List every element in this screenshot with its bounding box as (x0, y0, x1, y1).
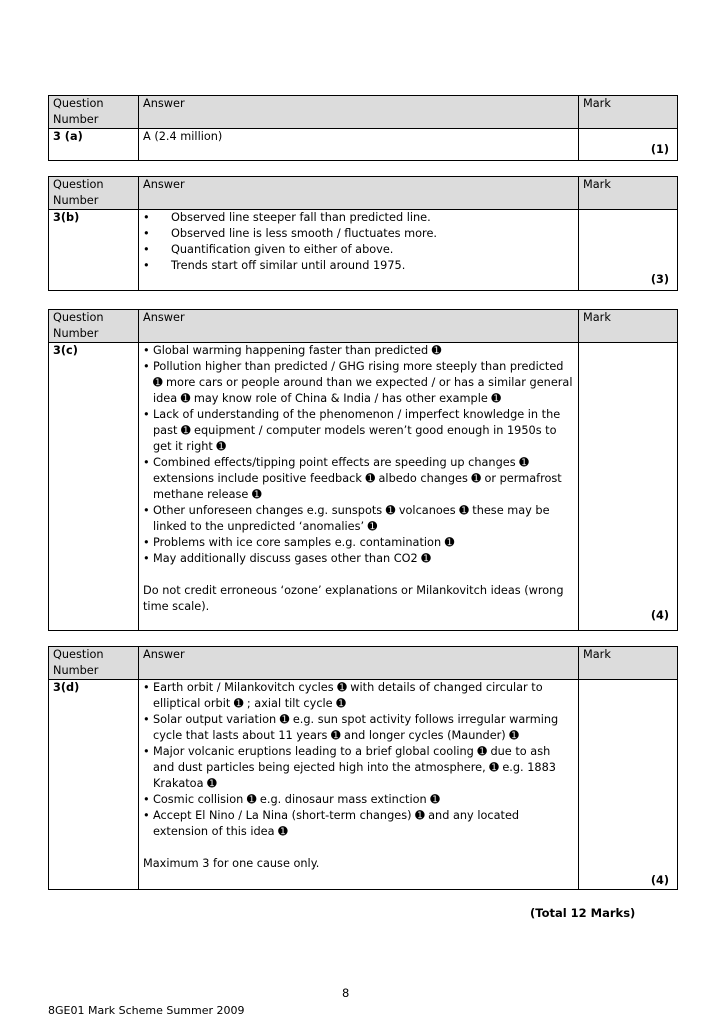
list-item: • Cosmic collision ➊ e.g. dinosaur mass extinction ➊ (143, 793, 440, 806)
question-table-3a (48, 95, 678, 161)
list-item: • May additionally discuss gases other than CO2 ➊ (143, 552, 431, 565)
list-item: • Trends start off similar until around 1975. (143, 259, 406, 272)
answer-cell (139, 680, 579, 890)
marking-note: Do not credit erroneous ‘ozone’ explanations or Milankovitch ideas (wrong time scale). (143, 584, 564, 613)
mark-cell (579, 343, 678, 631)
answer-bullet-list (143, 210, 574, 274)
header-mark: Mark (579, 310, 678, 343)
question-number: 3(d) (49, 680, 139, 890)
answer-text: A (2.4 million) (139, 129, 579, 161)
header-answer: Answer (139, 310, 579, 343)
list-item: • Observed line steeper fall than predicted line. (143, 211, 431, 224)
header-question-number: Question Number (49, 647, 139, 680)
answer-cell (139, 343, 579, 631)
header-mark: Mark (579, 177, 678, 210)
list-item: • Lack of understanding of the phenomenon / imperfect knowledge in the past ➊ equipment / computer models weren’t good enough in 1950s to get it right ➊ (143, 408, 561, 453)
question-table-3d (48, 646, 678, 890)
list-item: • Global warming happening faster than predicted ➊ (143, 344, 442, 357)
list-item: • Quantification given to either of above. (143, 243, 394, 256)
header-question-number: Question Number (49, 96, 139, 129)
list-item: • Problems with ice core samples e.g. contamination ➊ (143, 536, 455, 549)
marking-note: Maximum 3 for one cause only. (143, 857, 320, 870)
question-number: 3(c) (49, 343, 139, 631)
header-answer: Answer (139, 177, 579, 210)
page-number: 8 (342, 986, 350, 1000)
answer-bullet-list (143, 680, 574, 840)
list-item: • Observed line is less smooth / fluctuates more. (143, 227, 437, 240)
list-item: • Pollution higher than predicted / GHG rising more steeply than predicted ➊ more cars or people around than we expected / or has a similar general idea ➊ may know role of China & India / has other example ➊ (143, 360, 573, 405)
header-mark: Mark (579, 647, 678, 680)
header-question-number: Question Number (49, 177, 139, 210)
list-item: • Solar output variation ➊ e.g. sun spot activity follows irregular warming cycle that lasts about 11 years ➊ and longer cycles (Maunder) ➊ (143, 713, 559, 742)
question-number: 3 (a) (49, 129, 139, 161)
header-question-number: Question Number (49, 310, 139, 343)
mark-value: (4) (650, 609, 669, 622)
list-item: • Combined effects/tipping point effects are speeding up changes ➊ extensions include positive feedback ➊ albedo changes ➊ or permafrost methane release ➊ (143, 456, 562, 501)
table-row (49, 210, 678, 291)
mark-value: (3) (650, 273, 669, 286)
table-row (49, 129, 678, 161)
total-marks: (Total 12 Marks) (530, 906, 636, 920)
table-header-row (49, 647, 678, 680)
header-answer: Answer (139, 96, 579, 129)
mark-cell (579, 680, 678, 890)
header-mark: Mark (579, 96, 678, 129)
mark-cell (579, 129, 678, 161)
table-header-row (49, 310, 678, 343)
table-header-row (49, 177, 678, 210)
table-row (49, 343, 678, 631)
question-number: 3(b) (49, 210, 139, 291)
list-item: • Earth orbit / Milankovitch cycles ➊ with details of changed circular to elliptical orbit ➊ ; axial tilt cycle ➊ (143, 681, 543, 710)
mark-value: (4) (650, 874, 669, 887)
list-item: • Major volcanic eruptions leading to a brief global cooling ➊ due to ash and dust particles being ejected high into the atmosphere, ➊ e.g. 1883 Krakatoa ➊ (143, 745, 556, 790)
table-header-row (49, 96, 678, 129)
table-row (49, 680, 678, 890)
question-table-3c (48, 309, 678, 631)
footer-text: 8GE01 Mark Scheme Summer 2009 (48, 1004, 245, 1017)
mark-cell (579, 210, 678, 291)
list-item: • Accept El Nino / La Nina (short-term changes) ➊ and any located extension of this idea ➊ (143, 809, 520, 838)
answer-bullet-list (143, 343, 574, 567)
mark-value: (1) (650, 143, 669, 156)
answer-cell (139, 210, 579, 291)
list-item: • Other unforeseen changes e.g. sunspots ➊ volcanoes ➊ these may be linked to the unpredicted ‘anomalies’ ➊ (143, 504, 550, 533)
question-table-3b (48, 176, 678, 291)
header-answer: Answer (139, 647, 579, 680)
